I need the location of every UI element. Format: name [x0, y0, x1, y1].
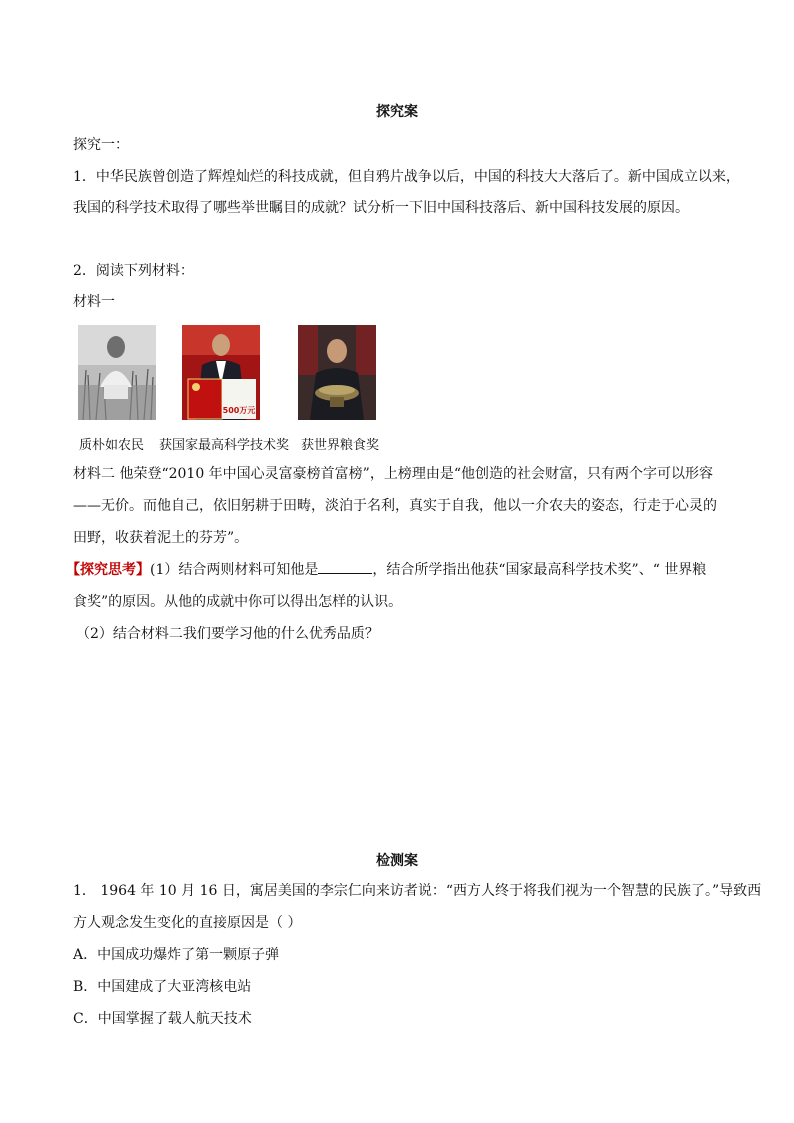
material-2-line-1: 材料二 他荣登“2010 年中国心灵富豪榜首富榜”，上榜理由是“他创造的社会财富，只有两个字可以形容: [73, 466, 713, 482]
photo-world-food-prize: [298, 325, 376, 420]
question-1-line-2: 我国的科学技术取得了哪些举世瞩目的成就？试分析一下旧中国科技落后、新中国科技发展的原因。: [73, 200, 689, 216]
question-1-line-1: 1．中华民族曾创造了辉煌灿烂的科技成就，但自鸦片战争以后，中国的科技大大落后了。新中国成立以来，: [73, 169, 740, 185]
caption-food-prize: 获世界粮食奖: [301, 438, 380, 453]
photo-farmer-in-field: [78, 325, 156, 420]
material-1-label: 材料一: [73, 294, 115, 310]
test-question-1-line-2: 方人观念发生变化的直接原因是（ ）: [73, 915, 302, 931]
test-title: 检测案: [376, 853, 418, 869]
think-question-1-line-2: 食奖”的原因。从他的成就中你可以得出怎样的认识。: [73, 594, 403, 610]
explore-title: 探究案: [376, 104, 418, 120]
section-1-heading: 探究一：: [73, 137, 129, 153]
answer-blank[interactable]: [318, 561, 372, 574]
think-question-2: （2）结合材料二我们要学习他的什么优秀品质？: [76, 626, 379, 642]
option-a: A．中国成功爆炸了第一颗原子弹: [73, 947, 280, 963]
certificate-text: 500万元: [222, 406, 256, 415]
caption-award: 获国家最高科学技术奖: [159, 438, 290, 453]
think-1-part-b: ，结合所学指出他获“国家最高科学技术奖”、“ 世界粮: [372, 562, 707, 578]
option-b: B．中国建成了大亚湾核电站: [73, 979, 252, 995]
think-tag: 【探究思考】: [66, 562, 150, 578]
material-2-line-2: ——无价。而他自己，依旧躬耕于田畴，淡泊于名利，真实于自我，他以一介农夫的姿态，行走于心灵的: [73, 498, 717, 514]
option-c: C．中国掌握了载人航天技术: [73, 1011, 252, 1027]
question-2-intro: 2．阅读下列材料：: [73, 263, 194, 279]
think-1-part-a: (1）结合两则材料可知他是: [150, 562, 319, 578]
material-2-line-3: 田野，收获着泥土的芬芳”。: [73, 530, 249, 546]
think-question-1: [66, 559, 706, 579]
photo-receiving-award: [182, 325, 260, 420]
test-question-1-line-1: 1． 1964 年 10 月 16 日，寓居美国的李宗仁向来访者说：“西方人终于将我们视为一个智慧的民族了。”导致西: [73, 883, 762, 899]
caption-farmer: 质朴如农民: [79, 438, 145, 453]
